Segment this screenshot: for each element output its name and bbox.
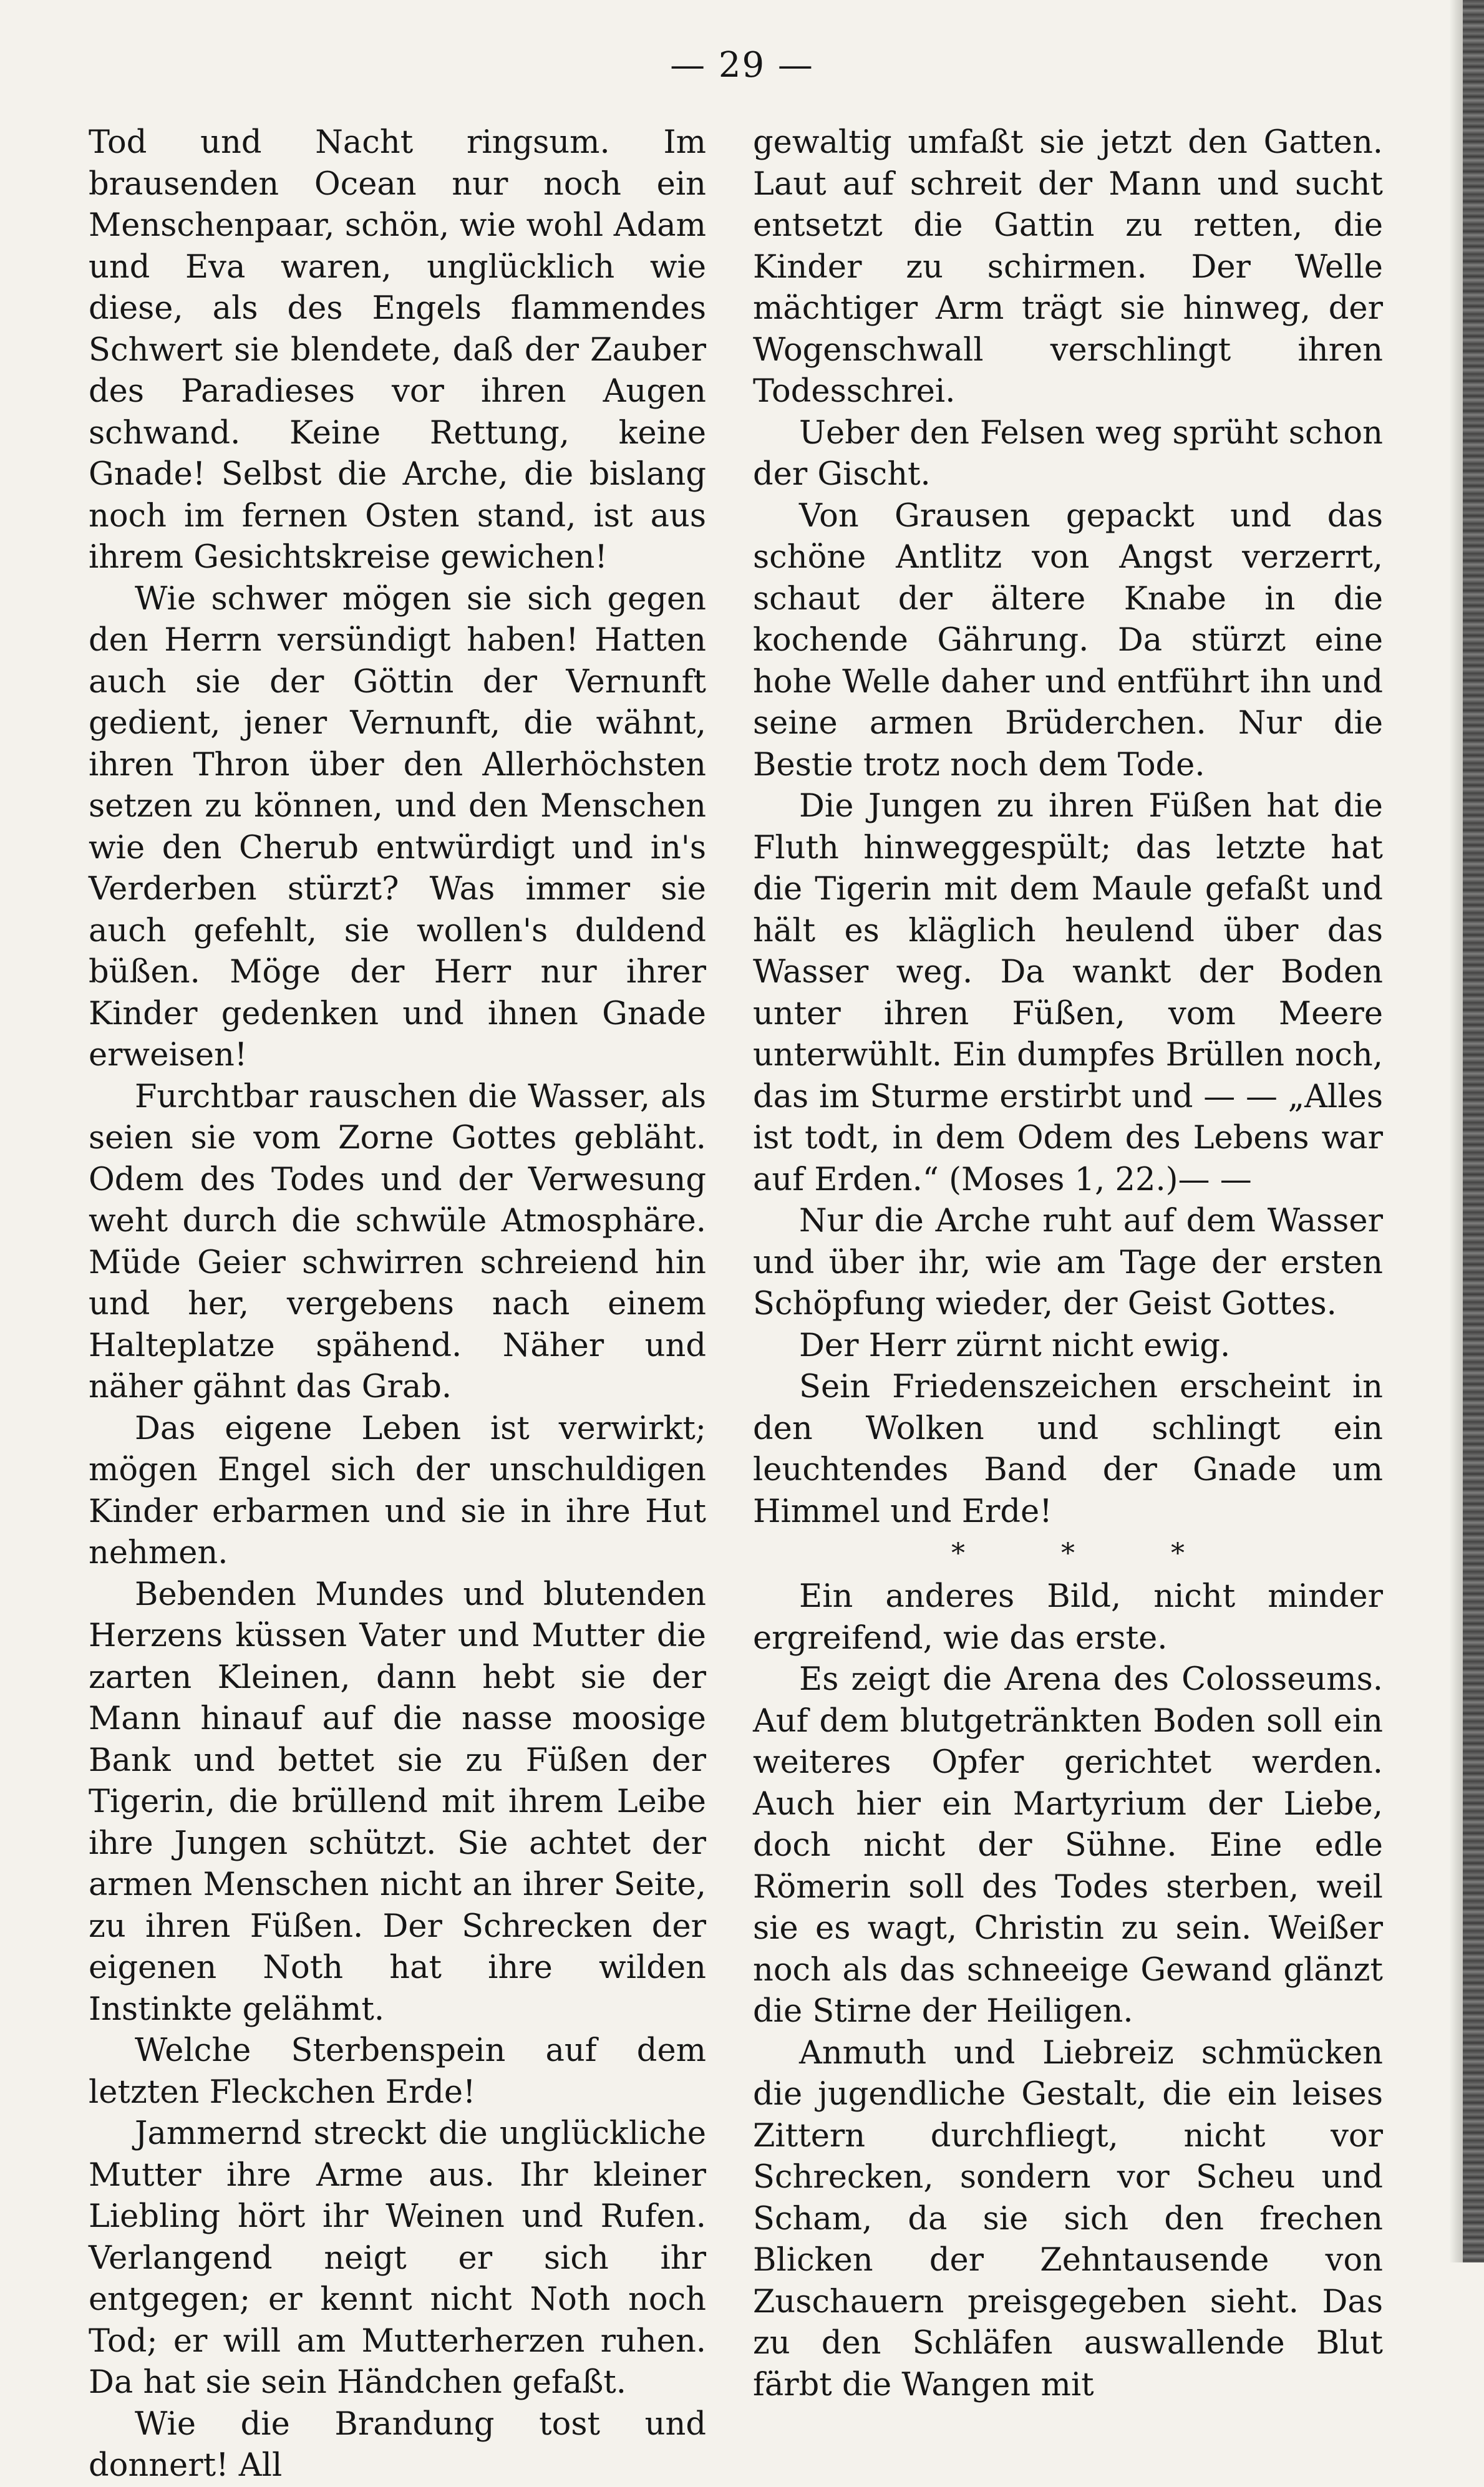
paragraph: Jammernd streckt die unglückliche Mutter ihre Arme aus. Ihr kleiner Liebling hört ihr Weinen und Rufen. Verlangend neigt er sich ihr entgegen; er kennt nicht Noth noch Tod; er will am Mutterherzen ruhen. Da hat sie sein Händchen gefaßt. xyxy=(89,2115,706,2401)
paragraph: Anmuth und Liebreiz schmücken die jugendliche Gestalt, die ein leises Zittern durchfliegt, nicht vor Schrecken, sondern vor Scheu und Scham, da sie sich den frechen Blicken der Zehntausende von Zuschauern preisgegeben sieht. Das zu den Schläfen auswallende Blut färbt die Wangen mit xyxy=(753,2034,1383,2403)
paragraph: Nur die Arche ruht auf dem Wasser und über ihr, wie am Tage der ersten Schöpfung wieder, der Geist Gottes. xyxy=(753,1203,1383,1322)
paragraph: Der Herr zürnt nicht ewig. xyxy=(799,1327,1231,1364)
paragraph: gewaltig umfaßt sie jetzt den Gatten. Laut auf schreit der Mann und sucht entsetzt die Gattin zu retten, die Kinder zu schirmen. Der Welle mächtiger Arm trägt sie hinweg, der Wogenschwall verschlingt ihren Todesschrei. xyxy=(753,124,1383,410)
left-column xyxy=(89,122,706,2487)
paragraph: Das eigene Leben ist verwirkt; mögen Engel sich der unschuldigen Kinder erbarmen und sie in ihre Hut nehmen. xyxy=(89,1410,706,1571)
paragraph: Furchtbar rauschen die Wasser, als seien sie vom Zorne Gottes gebläht. Odem des Todes und der Verwesung weht durch die schwüle Atmosphäre. Müde Geier schwirren schreiend hin und her, vergebens nach einem Halteplatze spähend. Näher und näher gähnt das Grab. xyxy=(89,1078,706,1405)
paragraph: Bebenden Mundes und blutenden Herzens küssen Vater und Mutter die zarten Kleinen, dann hebt sie der Mann hinauf auf die nasse moosige Bank und bettet sie zu Füßen der Tigerin, die brüllend mit ihrem Leibe ihre Jungen schützt. Sie achtet der armen Menschen nicht an ihrer Seite, zu ihren Füßen. Der Schrecken der eigenen Noth hat ihre wilden Instinkte gelähmt. xyxy=(89,1576,706,2028)
paragraph: Wie schwer mögen sie sich gegen den Herrn versündigt haben! Hatten auch sie der Göttin der Vernunft gedient, jener Vernunft, die wähnt, ihren Thron über den Allerhöchsten setzen zu können, und den Menschen wie den Cherub entwürdigt und in's Verderben stürzt? Was immer sie auch gefehlt, sie wollen's duldend büßen. Möge der Herr nur ihrer Kinder gedenken und ihnen Gnade erweisen! xyxy=(89,580,706,1074)
paragraph: Tod und Nacht ringsum. Im brausenden Ocean nur noch ein Menschenpaar, schön, wie wohl Adam und Eva waren, unglücklich wie diese, als des Engels flammendes Schwert sie blendete, daß der Zauber des Paradieses vor ihren Augen schwand. Keine Rettung, keine Gnade! Selbst die Arche, die bislang noch im fernen Osten stand, ist aus ihrem Gesichtskreise gewichen! xyxy=(89,124,706,576)
section-separator: * * * xyxy=(951,1538,1228,1569)
paragraph: Wie die Brandung tost und donnert! All xyxy=(89,2405,706,2484)
page-number: — 29 — xyxy=(670,45,814,85)
right-column xyxy=(753,122,1383,2406)
binding-shadow xyxy=(1449,0,1463,2262)
paragraph: Welche Sterbenspein auf dem letzten Fleckchen Erde! xyxy=(89,2032,706,2111)
paragraph: Die Jungen zu ihren Füßen hat die Fluth hinweggespült; das letzte hat die Tigerin mit dem Maule gefaßt und hält es kläglich heulend über das Wasser weg. Da wankt der Boden unter ihren Füßen, vom Meere unterwühlt. Ein dumpfes Brüllen noch, das im Sturme erstirbt und — — „Alles ist todt, in dem Odem des Lebens war auf Erden.“ (Moses 1, 22.)— — xyxy=(753,788,1383,1198)
paragraph: Sein Friedenszeichen erscheint in den Wolken und schlingt ein leuchtendes Band der Gnade um Himmel und Erde! xyxy=(753,1369,1383,1530)
binding-edge xyxy=(1463,0,1484,2262)
paragraph: Von Grausen gepackt und das schöne Antlitz von Angst verzerrt, schaut der ältere Knabe in die kochende Gährung. Da stürzt eine hohe Welle daher und entführt ihn und seine armen Brüderchen. Nur die Bestie trotz noch dem Tode. xyxy=(753,497,1383,783)
paragraph: Ueber den Felsen weg sprüht schon der Gischt. xyxy=(753,414,1383,493)
paragraph: Es zeigt die Arena des Colosseums. Auf dem blutgetränkten Boden soll ein weiteres Opfer gerichtet werden. Auch hier ein Martyrium der Liebe, doch nicht der Sühne. Eine edle Römerin soll des Todes sterben, weil sie es wagt, Christin zu sein. Weißer noch als das schneeige Gewand glänzt die Stirne der Heiligen. xyxy=(753,1661,1383,2030)
paragraph: Ein anderes Bild, nicht minder ergreifend, wie das erste. xyxy=(753,1578,1383,1657)
